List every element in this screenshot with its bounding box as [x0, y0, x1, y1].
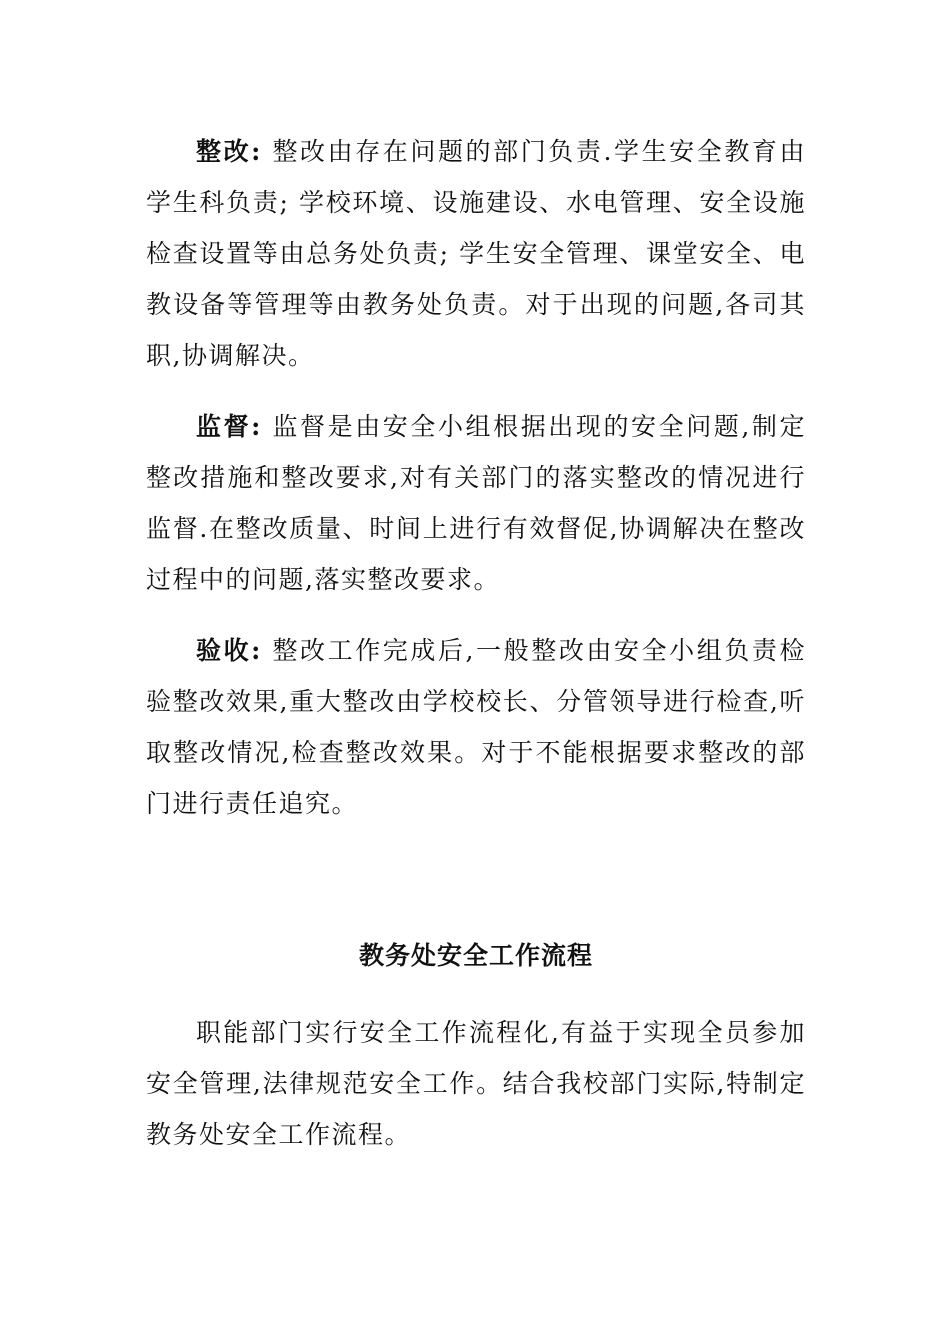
supervision-text: 监督是由安全小组根据出现的安全问题,制定整改措施和整改要求,对有关部门的落实整改的情况进行监督.在整改质量、时间上进行有效督促,协调解决在整改过程中的问题,落实整改要求。 [146, 412, 806, 594]
rectification-text: 整改由存在问题的部门负责.学生安全教育由学生科负责; 学校环境、设施建设、水电管理、安全设施检查设置等由总务处负责; 学生安全管理、课堂安全、电教设备等管理等由教务处负责。对于出现的问题,各司其职,协调解决。 [146, 137, 806, 370]
acceptance-text: 整改工作完成后,一般整改由安全小组负责检验整改效果,重大整改由学校校长、分管领导进行检查,听取整改情况,检查整改效果。对于不能根据要求整改的部门进行责任追究。 [146, 636, 806, 818]
section-title: 教务处安全工作流程 [358, 941, 593, 970]
acceptance-paragraph [146, 625, 806, 829]
supervision-heading: 监督: [196, 412, 262, 441]
rectification-paragraph [146, 126, 806, 381]
supervision-paragraph [146, 401, 806, 605]
rectification-heading: 整改: [196, 137, 262, 166]
document-page [146, 126, 806, 1160]
section-intro-paragraph: 职能部门实行安全工作流程化,有益于实现全员参加安全管理,法律规范安全工作。结合我校部门实际,特制定教务处安全工作流程。 [146, 1018, 806, 1149]
acceptance-heading: 验收: [196, 636, 262, 665]
